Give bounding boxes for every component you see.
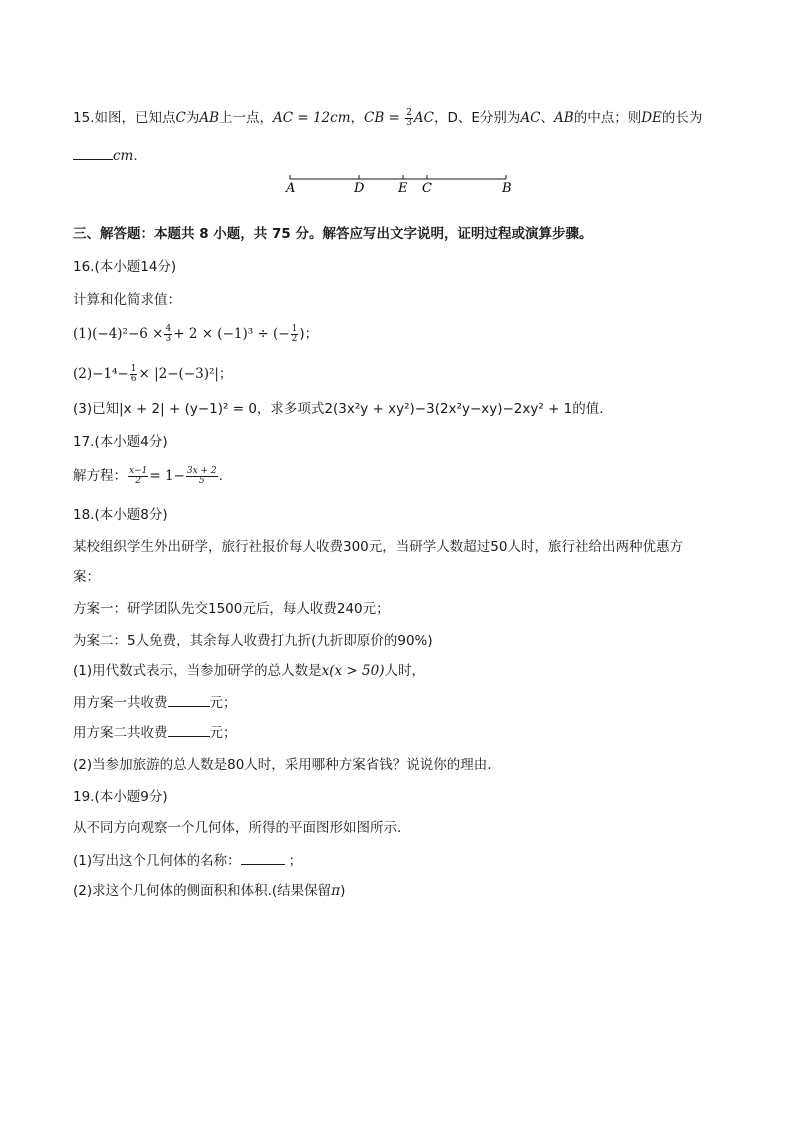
q18-plan2: 为案二：5人免费，其余每人收费打九折(九折即原价的90%) [73,633,433,649]
q16-part2: (2)−1⁴− $\frac{1}{6}$ × |2−(−3)²|； [73,363,233,384]
q18-plan1: 方案一：研学团队先交1500元后，每人收费240元； [73,601,390,617]
fraction-two-thirds: $\frac{2}{3}$ [406,107,412,128]
section-heading: 三、解答题：本题共 8 小题，共 75 分。解答应写出文字说明，证明过程或演算步骤。 [73,226,593,242]
point-label-c: C [422,181,432,196]
answer-blank [168,722,210,737]
fraction: $\frac{4}{3}$ [165,323,172,344]
answer-blank [241,850,285,865]
q19-part2: (2)求这个几何体的侧面积和体积.(结果保留π) [73,883,346,899]
answer-blank [168,692,210,707]
q16-part3: (3)已知|x + 2| + (y−1)² = 0，求多项式2(3x²y + xy²)−3(2x²y−xy)−2xy² + 1的值. [73,401,604,417]
q19-intro: 从不同方向观察一个几何体，所得的平面图形如图所示. [73,820,402,836]
q16-intro: 计算和化简求值： [73,292,181,308]
point-label-b: B [502,181,512,196]
point-label-a: A [286,181,296,196]
fraction: $\frac{3x + 2}{5}$ [186,465,217,486]
fraction: $\frac{x-1}{2}$ [129,465,148,486]
q18-line2: 案： [73,569,100,585]
fraction: $\frac{1}{6}$ [130,363,137,384]
point-label-e: E [398,181,408,196]
point-label-d: D [354,181,365,196]
q15-line2: cm. [73,145,138,166]
q18-part1: (1)用代数式表示，当参加研学的总人数是x(x > 50)人时， [73,663,425,679]
q17-heading: 17.(本小题4分) [73,434,168,450]
segment-diagram [280,168,520,198]
q19-part1: (1)写出这个几何体的名称： ； [73,850,302,871]
q16-heading: 16.(本小题14分) [73,259,177,275]
q18-plan1-fee: 用方案一共收费 元； [73,692,237,713]
q15-line1: 15.如图，已知点C为AB上一点，AC = 12cm，CB = $\frac{2}{3}$ AC，D、E分别为AC、AB的中点；则DE的长为 [73,107,703,128]
q18-plan2-fee: 用方案二共收费 元； [73,722,237,743]
q17-equation: 解方程： $\frac{x-1}{2}$ = 1− $\frac{3x + 2}{5}$ . [73,465,223,486]
q18-heading: 18.(本小题8分) [73,507,168,523]
fraction: $\frac{1}{2}$ [291,323,298,344]
q18-part2: (2)当参加旅游的总人数是80人时，采用哪种方案省钱？说说你的理由. [73,757,492,773]
q16-part1: (1)(−4)²−6 × $\frac{4}{3}$ + 2 × (−1)³ ÷ (− $\frac{1}{2}$ )； [73,323,319,344]
q19-heading: 19.(本小题9分) [73,789,168,805]
q18-line1: 某校组织学生外出研学，旅行社报价每人收费300元，当研学人数超过50人时，旅行社给出两种优惠方 [73,539,683,555]
answer-blank [73,145,113,160]
